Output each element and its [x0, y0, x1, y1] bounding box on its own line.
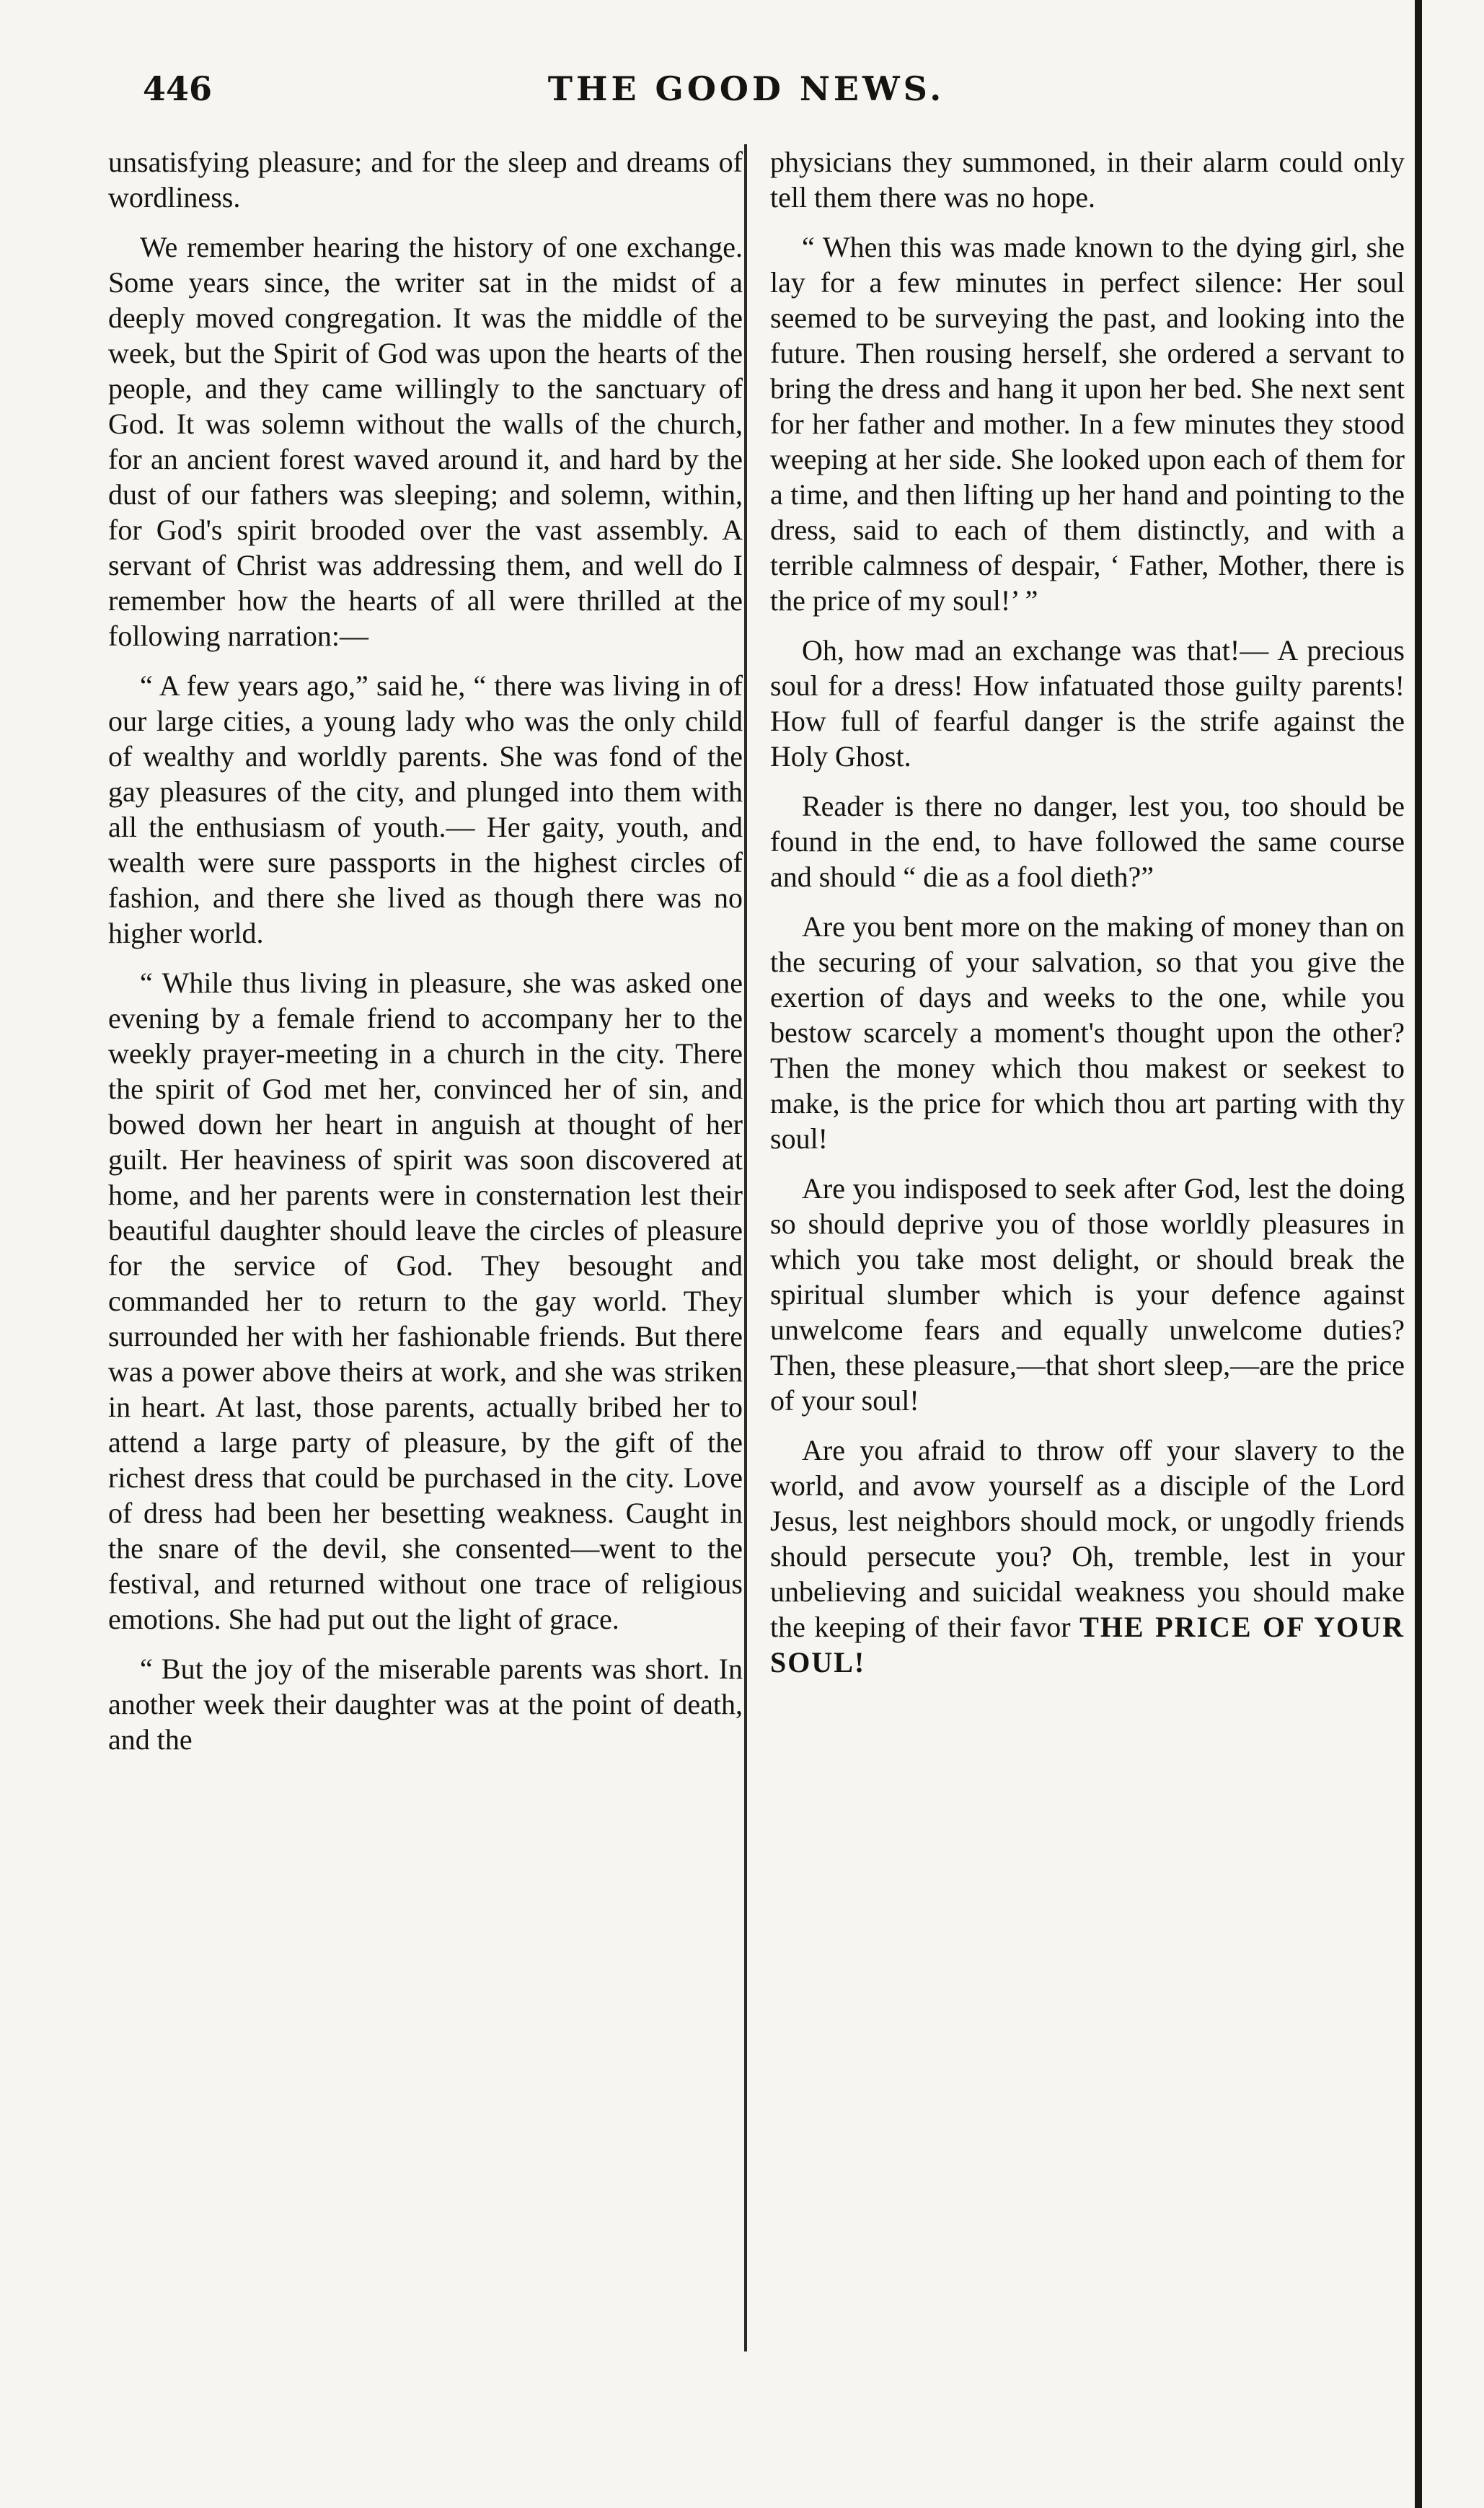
paragraph: “ A few years ago,” said he, “ there was living in of our large cities, a young lady who was the only child of wealthy and worldly parents. She was fond of the gay pleasures of the city, and plunged into them with all the enthusiasm of youth.— Her gaity, youth, and wealth were sure passports in the highest circles of fashion, and there she lived as though there was no higher world. — [108, 669, 743, 949]
page-header — [108, 69, 1384, 127]
left-column — [108, 144, 743, 1772]
paragraph: “ But the joy of the miserable parents was short. In another week their daughter was at the point of death, and the — [108, 1653, 743, 1756]
right-column — [770, 144, 1405, 1694]
page-edge-rule — [1415, 0, 1422, 2508]
page-number: 446 — [143, 69, 213, 108]
running-title: THE GOOD NEWS. — [547, 69, 945, 108]
final-paragraph — [770, 1433, 1405, 1680]
column-divider — [744, 144, 747, 2351]
paragraph: physicians they summoned, in their alarm could only tell them there was no hope. — [770, 146, 1405, 214]
paragraph: We remember hearing the history of one exchange. Some years since, the writer sat in the midst of a deeply moved congregation. It was the middle of the week, but the Spirit of God was upon the hearts of the people, and they came willingly to the sanctuary of God. It was solemn without the walls of the church, for an ancient forest waved around it, and hard by the dust of our fathers was sleeping; and solemn, within, for God's spirit brooded over the vast assembly. A servant of Christ was addressing them, and well do I remember how the hearts of all were thrilled at the following narration:— — [108, 231, 743, 652]
paragraph-text: Are you afraid to throw off your slavery to the world, and avow yourself as a disciple of the Lord Jesus, lest neighbors should mock, or ungodly friends should persecute you? Oh, tremble, lest in your unbelieving and suicidal weakness you should make the keeping of their favor — [770, 1434, 1405, 1643]
paragraph: Are you bent more on the making of money than on the securing of your salvation, so that you give the exertion of days and weeks to the one, while you bestow scarcely a moment's thought upon the other? Then the money which thou makest or seekest to make, is the price for which thou art parting with thy soul! — [770, 910, 1405, 1155]
paragraph: Reader is there no danger, lest you, too should be found in the end, to have followed the same course and should “ die as a fool dieth?” — [770, 790, 1405, 893]
paragraph: Oh, how mad an exchange was that!— A precious soul for a dress! How infatuated those guilty parents! How full of fearful danger is the strife against the Holy Ghost. — [770, 634, 1405, 773]
paragraph: unsatisfying pleasure; and for the sleep and dreams of wordliness. — [108, 146, 743, 214]
paragraph: Are you indisposed to seek after God, lest the doing so should deprive you of those worldly pleasures in which you take most delight, or should break the spiritual slumber which is your defence against unwelcome fears and equally unwelcome duties? Then, these pleasure,—that short sleep,—are the price of your soul! — [770, 1172, 1405, 1417]
closing-caps: THE PRICE OF YOUR SOUL! — [770, 1611, 1405, 1678]
paragraph: “ While thus living in pleasure, she was asked one evening by a female friend to accompany her to the weekly prayer-meeting in a church in the city. There the spirit of God met her, convinced her of sin, and bowed down her heart in anguish at thought of her guilt. Her heaviness of spirit was soon discovered at home, and her parents were in consternation lest their beautiful daughter should leave the circles of pleasure for the service of God. They besought and commanded her to return to the gay world. They surrounded her with her fashionable friends. But there was a power above theirs at work, and she was striken in heart. At last, those parents, actually bribed her to attend a large party of pleasure, by the gift of the richest dress that could be purchased in the city. Love of dress had been her besetting weakness. Caught in the snare of the devil, she consented—went to the festival, and returned without one trace of religious emotions. She had put out the light of grace. — [108, 967, 743, 1635]
paragraph: “ When this was made known to the dying girl, she lay for a few minutes in perfect silence: Her soul seemed to be surveying the past, and looking into the future. Then rousing herself, she ordered a servant to bring the dress and hang it upon her bed. She next sent for her father and mother. In a few minutes they stood weeping at her side. She looked upon each of them for a time, and then lifting up her hand and pointing to the dress, said to each of them distinctly, and with a terrible calmness of despair, ‘ Father, Mother, there is the price of my soul!’ ” — [770, 231, 1405, 617]
